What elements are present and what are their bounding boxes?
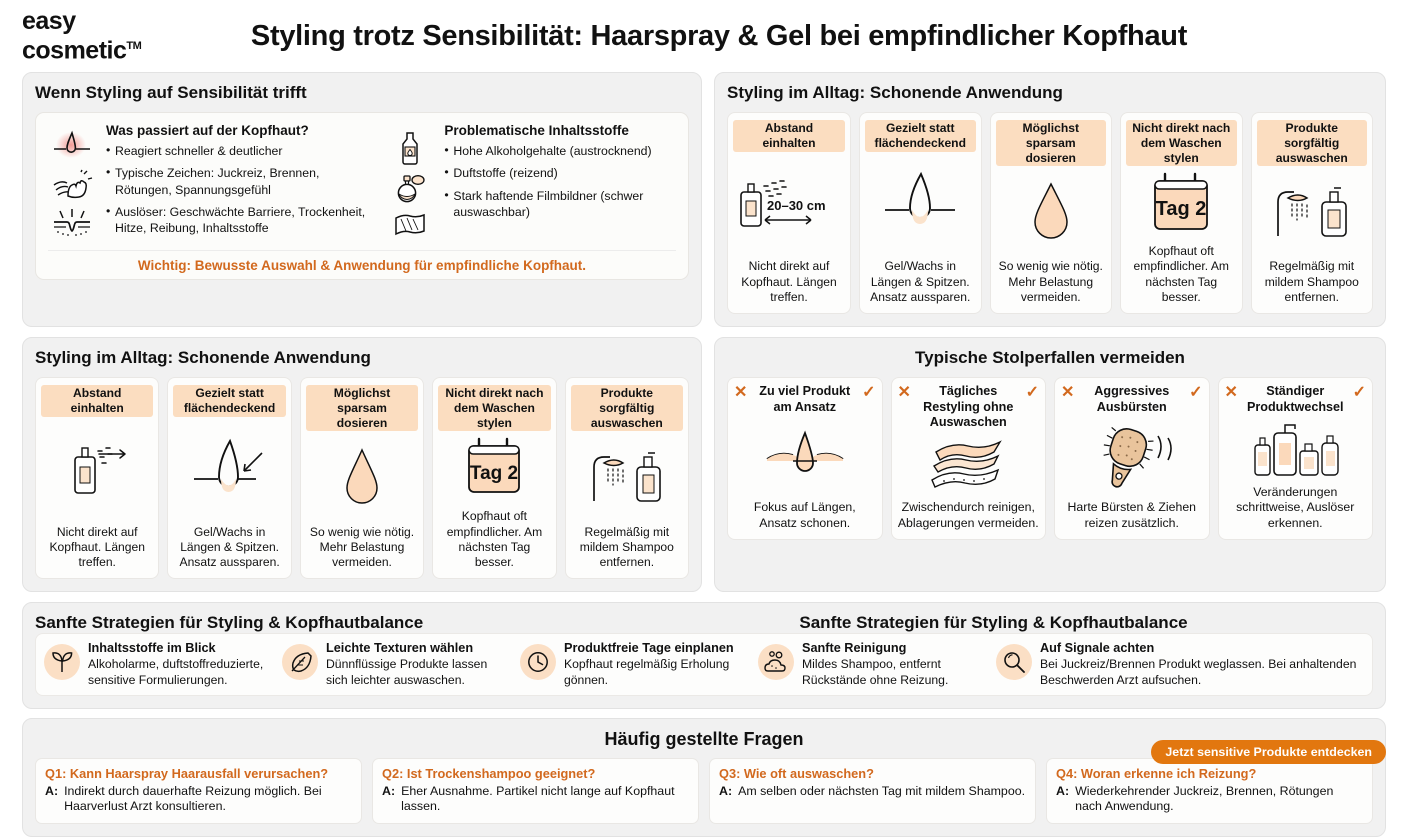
pitfall-card bbox=[727, 377, 883, 540]
pitfalls-panel bbox=[714, 337, 1386, 592]
scalp-panel-note: Wichtig: Bewusste Auswahl & Anwendung für empfindliche Kopfhaut. bbox=[48, 250, 676, 273]
faq-question: Q2: Ist Trockenshampoo geeignet? bbox=[382, 765, 596, 781]
tip-text: Nicht direkt auf Kopfhaut. Längen treffen. bbox=[741, 259, 837, 304]
daily-styling-panel-bottom bbox=[22, 337, 702, 592]
multiple-bottles-icon bbox=[1247, 415, 1343, 485]
pitfall-card bbox=[891, 377, 1047, 540]
pitfall-heading: Aggressives Ausbürsten bbox=[1094, 384, 1170, 414]
tip-heading: Abstand einhalten bbox=[733, 120, 845, 152]
follicle-buildup-icon bbox=[759, 415, 851, 500]
calendar-icon bbox=[1143, 166, 1219, 244]
pitfall-card bbox=[1054, 377, 1210, 540]
tip-heading: Produkte sorgfältig auswaschen bbox=[571, 385, 683, 431]
faq-item bbox=[709, 758, 1036, 824]
droplet-icon bbox=[335, 431, 389, 524]
magnifier-icon bbox=[996, 644, 1032, 680]
alcohol-bottle-icon bbox=[395, 131, 425, 165]
pitfall-text: Fokus auf Längen, Ansatz schonen. bbox=[753, 500, 856, 530]
scratching-hand-icon bbox=[50, 170, 94, 200]
brand-logo bbox=[22, 6, 202, 65]
tip-text: Kopfhaut oft empfindlicher. Am nächsten Tag besser. bbox=[1133, 244, 1229, 304]
droplet-icon bbox=[1023, 166, 1079, 259]
tip-text: Regelmäßig mit mildem Shampoo entfernen. bbox=[1264, 259, 1359, 304]
strategy-item bbox=[994, 641, 1366, 687]
strategy-body: Kopfhaut regelmäßig Erholung gönnen. bbox=[564, 657, 730, 687]
strategy-body: Mildes Shampoo, entfernt Rückstände ohne Reizung. bbox=[802, 657, 949, 687]
faq-item bbox=[372, 758, 699, 824]
distance-label: 20–30 cm bbox=[767, 198, 826, 214]
page-header bbox=[0, 0, 1408, 72]
answer-label: A: bbox=[719, 783, 733, 798]
list-item: • Auslöser: Geschwächte Barriere, Trockenheit, Hitze, Reibung, Inhaltsstoffe bbox=[106, 204, 372, 237]
pitfall-heading: Zu viel Produkt am Ansatz bbox=[759, 384, 851, 414]
tip-heading: Nicht direkt nach dem Waschen stylen bbox=[438, 385, 550, 431]
list-item: • Stark haftende Filmbildner (schwer auswaschbar) bbox=[444, 188, 676, 221]
cross-icon: ✕ bbox=[897, 384, 911, 402]
strategy-body: Alkoholarme, duftstoffreduzierte, sensitive Formulierungen. bbox=[88, 657, 264, 687]
tip-text: So wenig wie nötig. Mehr Belastung vermeiden. bbox=[998, 259, 1103, 304]
tip-heading: Produkte sorgfältig auswaschen bbox=[1257, 120, 1368, 166]
cross-icon: ✕ bbox=[1224, 384, 1238, 402]
faq-cards bbox=[35, 758, 1373, 824]
answer-label: A: bbox=[45, 783, 59, 798]
clock-icon bbox=[520, 644, 556, 680]
cta-container bbox=[1151, 740, 1386, 764]
tip-card bbox=[727, 112, 851, 314]
cross-icon: ✕ bbox=[734, 384, 748, 402]
feather-icon bbox=[282, 644, 318, 680]
strategy-heading: Sanfte Reinigung bbox=[802, 641, 907, 656]
tip-text: So wenig wie nötig. Mehr Belastung vermeiden. bbox=[309, 524, 415, 570]
tip-card bbox=[432, 377, 556, 579]
list-item: • Reagiert schneller & deutlicher bbox=[106, 143, 372, 159]
calendar-icon bbox=[458, 431, 530, 509]
tip-heading: Möglichst sparsam dosieren bbox=[996, 120, 1107, 166]
faq-answer: Indirekt durch dauerhafte Reizung möglich. Bei Haarverlust Arzt konsultieren. bbox=[64, 783, 322, 814]
strategy-item bbox=[756, 641, 990, 687]
tip-card bbox=[1251, 112, 1374, 314]
answer-label: A: bbox=[1056, 783, 1070, 798]
faq-answer: Wiederkehrender Juckreiz, Brennen, Rötungen nach Anwendung. bbox=[1075, 783, 1334, 814]
brand-line-2: cosmetic bbox=[22, 36, 127, 65]
faq-answer: Eher Ausnahme. Partikel nicht lange auf Kopfhaut lassen. bbox=[401, 783, 675, 814]
daily-styling-panel-top bbox=[714, 72, 1386, 327]
tip-card bbox=[565, 377, 689, 579]
perfume-flacon-icon bbox=[393, 174, 427, 204]
trademark-symbol: TM bbox=[126, 39, 142, 52]
pitfall-card bbox=[1218, 377, 1374, 540]
discover-sensitive-products-button[interactable]: Jetzt sensitive Produkte entdecken bbox=[1151, 740, 1386, 764]
faq-question: Q1: Kann Haarspray Haarausfall verursachen? bbox=[45, 765, 329, 781]
scalp-column-ingredients bbox=[386, 123, 676, 243]
strategy-body: Dünnflüssige Produkte lassen sich leichter auswaschen. bbox=[326, 657, 488, 687]
strategy-heading: Auf Signale achten bbox=[1040, 641, 1155, 656]
strategy-item bbox=[518, 641, 752, 687]
page-title: Styling trotz Sensibilität: Haarspray & Gel bei empfindlicher Kopfhaut bbox=[250, 19, 1188, 52]
tip-text: Kopfhaut oft empfindlicher. Am nächsten Tag besser. bbox=[446, 509, 543, 570]
check-icon: ✓ bbox=[1189, 384, 1203, 402]
scalp-symptoms-list bbox=[106, 143, 372, 237]
faq-title: Häufig gestellte Fragen bbox=[604, 728, 804, 749]
tip-card bbox=[859, 112, 982, 314]
irritated-follicle-icon bbox=[50, 131, 94, 161]
strategy-heading: Inhaltsstoffe im Blick bbox=[88, 641, 216, 656]
calendar-label: Tag 2 bbox=[470, 463, 519, 485]
tip-text: Regelmäßig mit mildem Shampoo entfernen. bbox=[579, 524, 674, 570]
list-item: • Typische Zeichen: Juckreiz, Brennen, Rötungen, Spannungsgefühl bbox=[106, 165, 372, 198]
tips-top-title: Styling im Alltag: Schonende Anwendung bbox=[727, 83, 1063, 102]
scalp-sensitivity-panel bbox=[22, 72, 702, 327]
pitfall-heading: Tägliches Restyling ohne Auswaschen bbox=[923, 384, 1014, 429]
strategies-title-left: Sanfte Strategien für Styling & Kopfhautbalance bbox=[35, 613, 424, 633]
faq-question: Q4: Woran erkenne ich Reizung? bbox=[1056, 765, 1257, 781]
spray-can-distance-icon bbox=[733, 152, 845, 260]
calendar-label: Tag 2 bbox=[1155, 198, 1207, 221]
strategies-title-right: Sanfte Strategien für Styling & Kopfhautbalance bbox=[799, 613, 1188, 633]
list-item: • Hohe Alkoholgehalte (austrocknend) bbox=[444, 143, 676, 159]
scalp-column-symptoms bbox=[48, 123, 372, 243]
tip-card bbox=[167, 377, 291, 579]
faq-panel bbox=[22, 718, 1386, 837]
cross-icon: ✕ bbox=[1061, 384, 1075, 402]
scalp-symptoms-heading: Was passiert auf der Kopfhaut? bbox=[106, 123, 309, 138]
leaf-icon bbox=[44, 644, 80, 680]
strategy-body: Bei Juckreiz/Brennen Produkt weglassen. Bei anhaltenden Beschwerden Arzt aufsuchen. bbox=[1040, 657, 1357, 687]
strategy-item bbox=[42, 641, 276, 687]
strategies-titles bbox=[35, 613, 1373, 633]
hair-follicle-arrow-icon bbox=[184, 417, 276, 525]
tip-card bbox=[990, 112, 1113, 314]
list-item: • Duftstoffe (reizend) bbox=[444, 165, 676, 181]
faq-question: Q3: Wie oft auswaschen? bbox=[719, 765, 874, 781]
tip-text: Nicht direkt auf Kopfhaut. Längen treffen. bbox=[49, 524, 145, 570]
pitfall-heading: Ständiger Produktwechsel bbox=[1246, 384, 1344, 414]
layers-residue-icon bbox=[922, 430, 1014, 500]
hairbrush-icon bbox=[1086, 415, 1178, 500]
strategies-cards bbox=[35, 633, 1373, 695]
spray-can-icon bbox=[55, 417, 139, 525]
check-icon: ✓ bbox=[1352, 384, 1366, 402]
tip-card bbox=[35, 377, 159, 579]
row-top bbox=[0, 72, 1408, 327]
row-middle bbox=[0, 337, 1408, 592]
tips-bottom-cards bbox=[35, 377, 689, 579]
pitfall-cards bbox=[727, 377, 1373, 540]
faq-answer: Am selben oder nächsten Tag mit mildem Shampoo. bbox=[738, 783, 1026, 798]
check-icon: ✓ bbox=[1025, 384, 1039, 402]
shower-shampoo-icon bbox=[1266, 166, 1358, 259]
tip-heading: Gezielt statt flächendeckend bbox=[865, 120, 976, 152]
ingredients-list bbox=[444, 143, 676, 220]
tip-heading: Möglichst sparsam dosieren bbox=[306, 385, 418, 431]
strategies-panel bbox=[22, 602, 1386, 708]
skin-cross-section-icon bbox=[50, 208, 94, 238]
pitfall-text: Zwischendurch reinigen, Ablagerungen vermeiden. bbox=[897, 500, 1039, 530]
scalp-symptom-icons bbox=[48, 123, 96, 243]
ingredients-heading: Problematische Inhaltsstoffe bbox=[444, 123, 629, 138]
faq-item bbox=[35, 758, 362, 824]
shower-shampoo-icon bbox=[582, 431, 672, 524]
tips-bottom-title: Styling im Alltag: Schonende Anwendung bbox=[35, 348, 371, 368]
tip-text: Gel/Wachs in Längen & Spitzen. Ansatz aussparen. bbox=[870, 259, 971, 304]
ingredient-icons bbox=[386, 123, 434, 243]
tip-heading: Nicht direkt nach dem Waschen stylen bbox=[1126, 120, 1237, 166]
hair-follicle-icon bbox=[877, 152, 963, 260]
foam-icon bbox=[758, 644, 794, 680]
answer-label: A: bbox=[382, 783, 396, 798]
check-icon: ✓ bbox=[862, 384, 876, 402]
tip-heading: Gezielt statt flächendeckend bbox=[173, 385, 285, 417]
pitfalls-title: Typische Stolperfallen vermeiden bbox=[915, 348, 1185, 368]
tip-heading: Abstand einhalten bbox=[41, 385, 153, 417]
scalp-panel-card bbox=[35, 112, 689, 280]
tip-card bbox=[300, 377, 424, 579]
strategy-heading: Produktfreie Tage einplanen bbox=[564, 641, 734, 656]
tip-text: Gel/Wachs in Längen & Spitzen. Ansatz aussparen. bbox=[179, 524, 280, 570]
film-sheet-icon bbox=[393, 212, 427, 238]
tip-card bbox=[1120, 112, 1243, 314]
strategy-item bbox=[280, 641, 514, 687]
pitfall-text: Veränderungen schrittweise, Auslöser erkennen. bbox=[1236, 484, 1355, 530]
brand-line-1: easy bbox=[22, 6, 76, 35]
scalp-panel-title: Wenn Styling auf Sensibilität trifft bbox=[35, 83, 307, 102]
faq-item bbox=[1046, 758, 1373, 824]
pitfall-text: Harte Bürsten & Ziehen reizen zusätzlich. bbox=[1067, 500, 1196, 530]
tips-top-cards bbox=[727, 112, 1373, 314]
strategy-heading: Leichte Texturen wählen bbox=[326, 641, 474, 656]
